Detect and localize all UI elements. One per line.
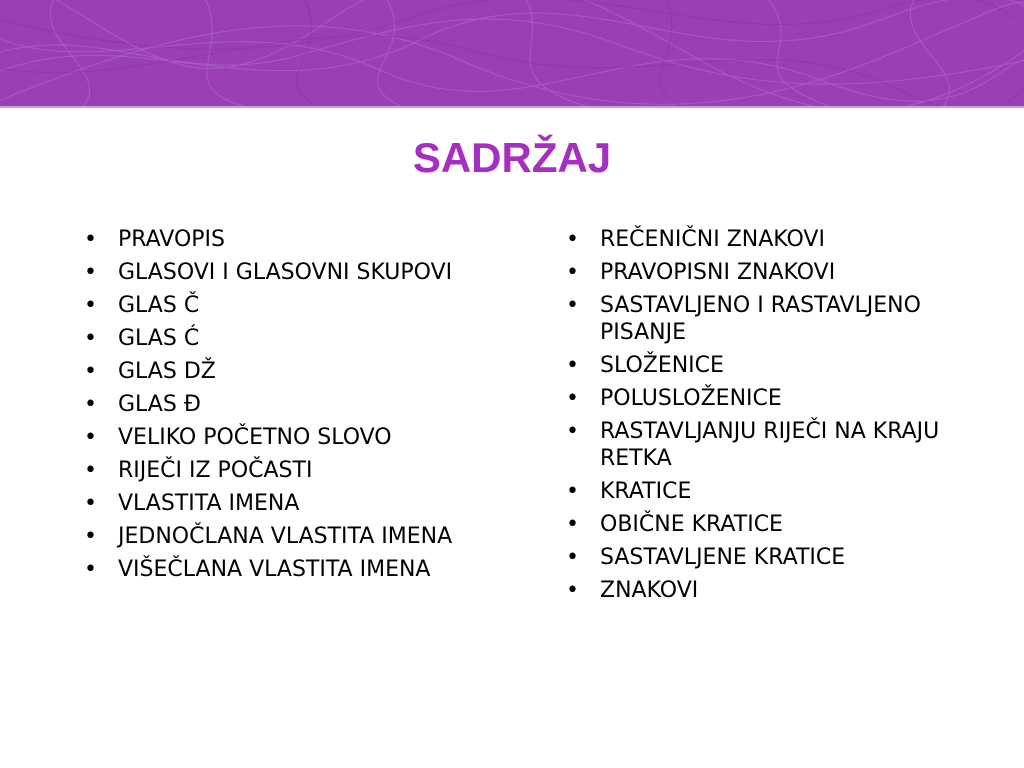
list-item bbox=[80, 490, 500, 517]
list-item bbox=[80, 523, 500, 550]
bullet-icon: • bbox=[566, 578, 579, 603]
list-item-text: ZNAKOVI bbox=[600, 578, 699, 603]
list-item bbox=[562, 544, 982, 571]
list-item bbox=[80, 358, 500, 385]
bullet-icon: • bbox=[566, 260, 579, 285]
list-item-text: GLAS Đ bbox=[118, 392, 201, 417]
header-divider bbox=[0, 106, 1024, 108]
list-item-text: GLAS DŽ bbox=[118, 359, 216, 384]
bullet-icon: • bbox=[566, 479, 579, 504]
list-item bbox=[562, 292, 982, 346]
bullet-icon: • bbox=[84, 392, 97, 417]
list-item bbox=[562, 385, 982, 412]
list-item-text: GLAS Č bbox=[118, 293, 200, 318]
list-item bbox=[80, 325, 500, 352]
left-bullet-list bbox=[80, 226, 500, 589]
bullet-icon: • bbox=[566, 512, 579, 537]
list-item bbox=[562, 226, 982, 253]
bullet-icon: • bbox=[566, 353, 579, 378]
list-item bbox=[80, 391, 500, 418]
list-item-text: VIŠEČLANA VLASTITA IMENA bbox=[118, 557, 431, 582]
bullet-icon: • bbox=[566, 419, 579, 444]
list-item bbox=[562, 577, 982, 604]
bullet-icon: • bbox=[84, 359, 97, 384]
list-item bbox=[80, 226, 500, 253]
header-band bbox=[0, 0, 1024, 106]
list-item bbox=[80, 457, 500, 484]
bullet-icon: • bbox=[566, 227, 579, 252]
list-item bbox=[562, 418, 982, 472]
bullet-icon: • bbox=[84, 491, 97, 516]
list-item bbox=[80, 424, 500, 451]
list-item bbox=[562, 511, 982, 538]
list-item bbox=[562, 478, 982, 505]
bullet-icon: • bbox=[84, 557, 97, 582]
list-item bbox=[80, 556, 500, 583]
list-item-text: SASTAVLJENO I RASTAVLJENO PISANJE bbox=[600, 293, 921, 345]
bullet-icon: • bbox=[84, 227, 97, 252]
right-bullet-list bbox=[562, 226, 982, 610]
list-item-text: OBIČNE KRATICE bbox=[600, 512, 783, 537]
list-item-text: VLASTITA IMENA bbox=[118, 491, 300, 516]
list-item bbox=[562, 352, 982, 379]
slide-title: SADRŽAJ bbox=[412, 134, 612, 181]
list-item bbox=[80, 292, 500, 319]
list-item-text: KRATICE bbox=[600, 479, 692, 504]
bullet-icon: • bbox=[84, 293, 97, 318]
list-item-text: JEDNOČLANA VLASTITA IMENA bbox=[118, 524, 453, 549]
list-item bbox=[80, 259, 500, 286]
list-item-text: SLOŽENICE bbox=[600, 353, 724, 378]
bullet-icon: • bbox=[84, 425, 97, 450]
list-item bbox=[562, 259, 982, 286]
bullet-icon: • bbox=[84, 326, 97, 351]
list-item-text: GLASOVI I GLASOVNI SKUPOVI bbox=[118, 260, 453, 285]
list-item-text: PRAVOPISNI ZNAKOVI bbox=[600, 260, 836, 285]
list-item-text: RIJEČI IZ POČASTI bbox=[118, 458, 313, 483]
bullet-icon: • bbox=[84, 524, 97, 549]
bullet-icon: • bbox=[84, 458, 97, 483]
list-item-text: VELIKO POČETNO SLOVO bbox=[118, 425, 392, 450]
list-item-text: RASTAVLJANJU RIJEČI NA KRAJU RETKA bbox=[600, 419, 940, 471]
header-decoration bbox=[0, 0, 1024, 106]
list-item-text: POLUSLOŽENICE bbox=[600, 386, 782, 411]
bullet-icon: • bbox=[566, 293, 579, 318]
list-item-text: PRAVOPIS bbox=[118, 227, 226, 252]
list-item-text: REČENIČNI ZNAKOVI bbox=[600, 227, 825, 252]
bullet-icon: • bbox=[566, 386, 579, 411]
bullet-icon: • bbox=[84, 260, 97, 285]
list-item-text: GLAS Ć bbox=[118, 326, 200, 351]
list-item-text: SASTAVLJENE KRATICE bbox=[600, 545, 846, 570]
bullet-icon: • bbox=[566, 545, 579, 570]
